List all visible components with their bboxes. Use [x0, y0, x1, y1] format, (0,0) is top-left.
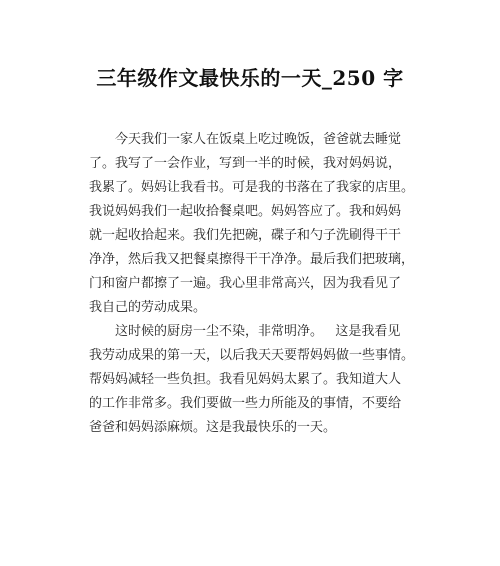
paragraph-1-line-7: 门和窗户都擦了一遍。我心里非常高兴，因为我看见了 — [89, 276, 402, 291]
paragraph-2-line-4: 的工作非常多。我们要做一些力所能及的事情，不要给 — [89, 396, 402, 411]
paragraph-2-line-1 — [89, 320, 405, 344]
text-line: 这时候的厨房一尘不染，非常明净。 这是我看见 — [115, 324, 401, 339]
page-title: 三年级作文最快乐的一天_250 字 — [96, 66, 404, 90]
paragraph-1-line-1 — [89, 128, 405, 152]
paragraph-1-line-3: 我累了。妈妈让我看书。可是我的书落在了我家的店里。 — [89, 180, 415, 195]
paragraph-1-line-8: 我自己的劳动成果。 — [89, 300, 207, 315]
paragraph-1-line-4: 我说妈妈我们一起收拾餐桌吧。妈妈答应了。我和妈妈 — [89, 204, 402, 219]
paragraph-1-line-2: 了。我写了一会作业，写到一半的时候，我对妈妈说， — [89, 156, 402, 171]
paragraph-2-line-3: 帮妈妈减轻一些负担。我看见妈妈太累了。我知道大人 — [89, 372, 402, 387]
paragraph-2-line-2: 我劳动成果的第一天，以后我天天要帮妈妈做一些事情。 — [89, 348, 415, 363]
paragraph-1-line-6: 净净，然后我又把餐桌擦得干干净净。最后我们把玻璃， — [89, 252, 415, 267]
essay-body — [89, 128, 415, 440]
paragraph-1-line-5: 就一起收拾起来。我们先把碗，碟子和勺子洗刷得干干 — [89, 228, 402, 243]
text-line: 今天我们一家人在饭桌上吃过晚饭，爸爸就去睡觉 — [115, 132, 402, 147]
paragraph-2-line-5: 爸爸和妈妈添麻烦。这是我最快乐的一天。 — [89, 420, 337, 435]
